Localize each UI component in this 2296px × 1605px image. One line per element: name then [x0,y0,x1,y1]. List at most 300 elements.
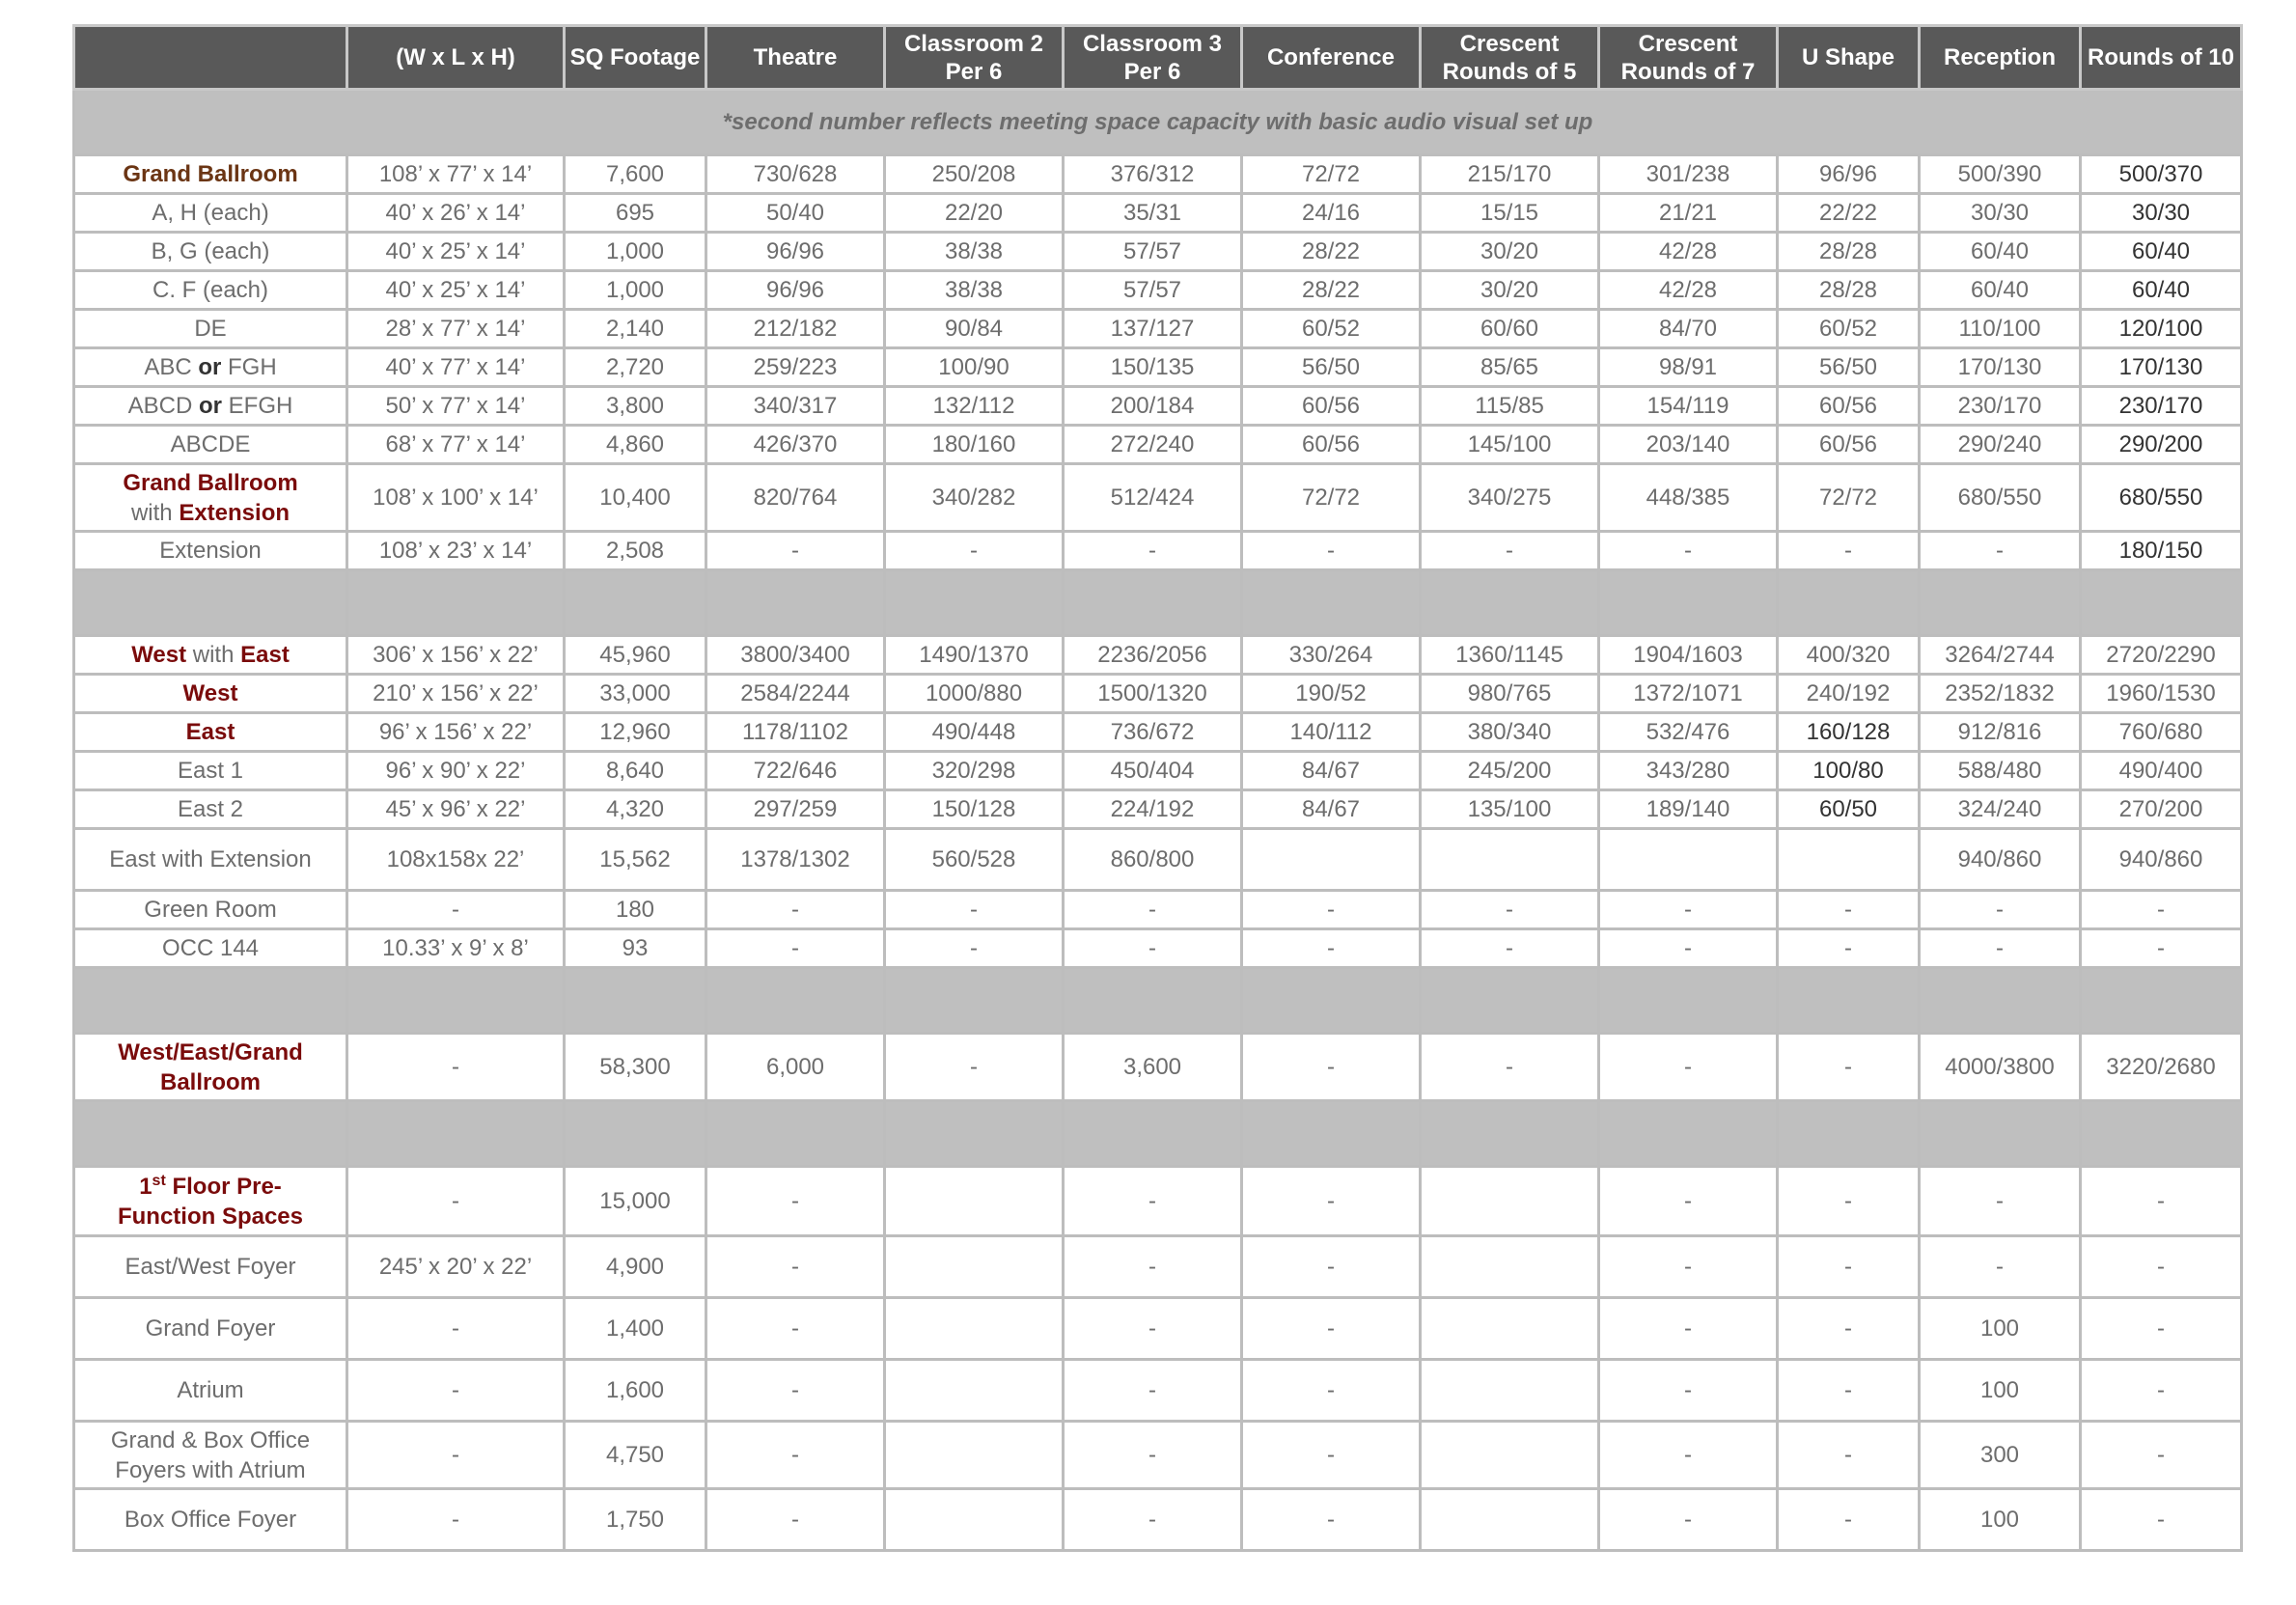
separator-cell [1064,570,1242,636]
cell-class3: - [1064,1298,1242,1360]
cell-sqft: 93 [565,929,706,968]
cell-cres5 [1421,1489,1599,1551]
room-name-part: East with Extension [109,846,312,872]
note-text: *second number reflects meeting space capacity with basic audio visual set up [74,90,2242,155]
cell-reception: - [1920,1167,2081,1236]
room-name-part: Floor Pre- [165,1173,282,1200]
cell-dims: - [347,1034,565,1101]
cell-dims: 40’ x 77’ x 14’ [347,348,565,387]
cell-conference: 72/72 [1242,464,1421,532]
cell-class3: 57/57 [1064,233,1242,271]
cell-conference: 60/52 [1242,310,1421,348]
cell-reception: 300 [1920,1422,2081,1489]
cell-rounds10: 230/170 [2081,387,2242,426]
table-body [74,90,2242,1551]
room-name-part: Box Office Foyer [124,1507,297,1533]
cell-rounds10: 170/130 [2081,348,2242,387]
cell-ushape: 22/22 [1778,194,1920,233]
table-row [74,464,2242,532]
cell-dims: 96’ x 156’ x 22’ [347,713,565,752]
room-name-part: C. F (each) [152,277,269,303]
cell-ushape: 56/50 [1778,348,1920,387]
room-name-part: West [131,642,187,668]
separator-cell [74,570,347,636]
room-name-part: or [199,393,222,419]
cell-rounds10: - [2081,1236,2242,1298]
room-name-part: East 2 [177,796,244,822]
cell-theatre: - [706,1360,885,1422]
room-name-part: Extension [159,538,262,564]
cell-theatre: 2584/2244 [706,675,885,713]
cell-theatre: 96/96 [706,271,885,310]
cell-dims: - [347,1489,565,1551]
cell-class2: 1490/1370 [885,636,1064,675]
separator-cell [885,1101,1064,1167]
cell-class3: 1500/1320 [1064,675,1242,713]
cell-dims: 50’ x 77’ x 14’ [347,387,565,426]
cell-ushape: 60/52 [1778,310,1920,348]
cell-ushape: - [1778,891,1920,929]
cell-cres7: - [1599,891,1778,929]
cell-ushape: 96/96 [1778,155,1920,194]
cell-sqft: 3,800 [565,387,706,426]
cell-sqft: 2,508 [565,532,706,570]
cell-sqft: 1,400 [565,1298,706,1360]
cell-ushape [1778,829,1920,891]
cell-reception: 4000/3800 [1920,1034,2081,1101]
separator-cell [706,968,885,1034]
note-row [74,90,2242,155]
room-name-part: ABC [144,354,199,380]
room-name [74,1236,347,1298]
table-row [74,829,2242,891]
cell-ushape: - [1778,929,1920,968]
cell-ushape: 100/80 [1778,752,1920,790]
cell-rounds10: 760/680 [2081,713,2242,752]
cell-conference: - [1242,1167,1421,1236]
cell-cres5: - [1421,891,1599,929]
cell-dims: - [347,1360,565,1422]
cell-reception: 100 [1920,1360,2081,1422]
room-name-part: FGH [221,354,277,380]
cell-class3: - [1064,532,1242,570]
cell-sqft: 15,000 [565,1167,706,1236]
cell-class3: 57/57 [1064,271,1242,310]
cell-rounds10: 1960/1530 [2081,675,2242,713]
cell-class3: 2236/2056 [1064,636,1242,675]
cell-reception: - [1920,1236,2081,1298]
cell-cres7: 1372/1071 [1599,675,1778,713]
separator-row [74,570,2242,636]
table-row [74,752,2242,790]
separator-cell [347,570,565,636]
cell-cres7: 84/70 [1599,310,1778,348]
cell-ushape: 60/50 [1778,790,1920,829]
cell-cres7: - [1599,1360,1778,1422]
cell-reception: - [1920,532,2081,570]
room-name [74,271,347,310]
cell-theatre: 426/370 [706,426,885,464]
cell-sqft: 15,562 [565,829,706,891]
separator-cell [1242,570,1421,636]
cell-reception: 100 [1920,1489,2081,1551]
table-row [74,891,2242,929]
cell-rounds10: 60/40 [2081,233,2242,271]
table-row [74,1489,2242,1551]
column-header-class2: Classroom 2 Per 6 [885,26,1064,90]
room-name [74,464,347,532]
cell-ushape: 60/56 [1778,426,1920,464]
cell-class2: 180/160 [885,426,1064,464]
cell-rounds10: 120/100 [2081,310,2242,348]
cell-theatre: 1178/1102 [706,713,885,752]
separator-cell [1242,1101,1421,1167]
cell-reception: - [1920,891,2081,929]
separator-row [74,1101,2242,1167]
cell-rounds10: 270/200 [2081,790,2242,829]
cell-reception: 2352/1832 [1920,675,2081,713]
cell-class2: 38/38 [885,271,1064,310]
cell-class3: - [1064,1422,1242,1489]
column-header-conference: Conference [1242,26,1421,90]
table-row [74,194,2242,233]
room-name-part: Function Spaces [117,1203,304,1230]
table-row [74,675,2242,713]
separator-cell [1242,968,1421,1034]
cell-rounds10: 500/370 [2081,155,2242,194]
column-header-ushape: U Shape [1778,26,1920,90]
cell-class3: - [1064,891,1242,929]
cell-dims: 45’ x 96’ x 22’ [347,790,565,829]
capacity-table [72,24,2243,1552]
room-name [74,532,347,570]
room-name [74,194,347,233]
cell-conference: 84/67 [1242,790,1421,829]
cell-cres5: 145/100 [1421,426,1599,464]
column-header-class3: Classroom 3 Per 6 [1064,26,1242,90]
cell-conference: 60/56 [1242,426,1421,464]
cell-reception: 500/390 [1920,155,2081,194]
room-name [74,155,347,194]
cell-cres5: 85/65 [1421,348,1599,387]
cell-class2: - [885,891,1064,929]
cell-ushape: 28/28 [1778,271,1920,310]
cell-conference: - [1242,1489,1421,1551]
cell-class3: 376/312 [1064,155,1242,194]
table-header [74,26,2242,90]
cell-dims: 40’ x 25’ x 14’ [347,233,565,271]
room-name-part: B, G (each) [151,238,270,264]
table-row [74,713,2242,752]
room-name-part: st [152,1172,166,1189]
room-name-part: ABCDE [170,431,251,457]
cell-class2: - [885,1034,1064,1101]
cell-sqft: 1,750 [565,1489,706,1551]
cell-conference: 190/52 [1242,675,1421,713]
separator-cell [1599,1101,1778,1167]
cell-cres5: 60/60 [1421,310,1599,348]
room-name [74,426,347,464]
column-header-theatre: Theatre [706,26,885,90]
cell-class3: 736/672 [1064,713,1242,752]
cell-dims: 108’ x 100’ x 14’ [347,464,565,532]
table-row [74,310,2242,348]
cell-cres7: 532/476 [1599,713,1778,752]
cell-sqft: 695 [565,194,706,233]
room-name-part: East/West Foyer [124,1254,296,1280]
cell-rounds10: - [2081,1422,2242,1489]
cell-theatre: - [706,929,885,968]
room-name-part: EFGH [222,393,293,419]
cell-reception: 3264/2744 [1920,636,2081,675]
cell-theatre: 297/259 [706,790,885,829]
table-row [74,233,2242,271]
table-row [74,1034,2242,1101]
room-name [74,752,347,790]
separator-cell [1920,1101,2081,1167]
cell-ushape: 400/320 [1778,636,1920,675]
cell-rounds10: - [2081,891,2242,929]
cell-theatre: - [706,532,885,570]
cell-cres5: 380/340 [1421,713,1599,752]
room-name [74,1167,347,1236]
cell-class3: 224/192 [1064,790,1242,829]
cell-rounds10: 60/40 [2081,271,2242,310]
room-name [74,1422,347,1489]
cell-dims: 96’ x 90’ x 22’ [347,752,565,790]
cell-rounds10: - [2081,1298,2242,1360]
room-name-part: with [186,642,241,668]
cell-theatre: 722/646 [706,752,885,790]
cell-sqft: 1,600 [565,1360,706,1422]
separator-cell [2081,1101,2242,1167]
cell-cres5: 980/765 [1421,675,1599,713]
separator-cell [2081,968,2242,1034]
separator-cell [1421,570,1599,636]
cell-dims: 68’ x 77’ x 14’ [347,426,565,464]
cell-cres5 [1421,1422,1599,1489]
separator-row [74,968,2242,1034]
cell-class2 [885,1489,1064,1551]
table-row [74,1298,2242,1360]
cell-cres7: - [1599,1298,1778,1360]
room-name-part: Foyers with Atrium [115,1456,306,1483]
cell-class2: 490/448 [885,713,1064,752]
table-row [74,790,2242,829]
separator-cell [1064,968,1242,1034]
cell-cres5 [1421,1236,1599,1298]
cell-cres7: 21/21 [1599,194,1778,233]
room-name-part: Green Room [144,897,277,923]
cell-conference: - [1242,1034,1421,1101]
cell-conference: - [1242,891,1421,929]
cell-class2: - [885,929,1064,968]
cell-ushape: 60/56 [1778,387,1920,426]
cell-class2 [885,1422,1064,1489]
room-name-part: ABCD [127,393,199,419]
cell-reception: 30/30 [1920,194,2081,233]
cell-theatre: - [706,1422,885,1489]
cell-cres7: - [1599,929,1778,968]
cell-conference: 28/22 [1242,271,1421,310]
cell-cres7: - [1599,1034,1778,1101]
cell-conference: 330/264 [1242,636,1421,675]
cell-cres5 [1421,829,1599,891]
cell-theatre: 1378/1302 [706,829,885,891]
room-name-part: DE [194,316,227,342]
table-row [74,426,2242,464]
cell-class2: 250/208 [885,155,1064,194]
cell-conference: - [1242,1298,1421,1360]
cell-ushape: - [1778,1236,1920,1298]
cell-cres5: - [1421,532,1599,570]
cell-class2: 90/84 [885,310,1064,348]
room-name-part: Atrium [177,1377,244,1403]
cell-reception: 680/550 [1920,464,2081,532]
cell-cres7: - [1599,1489,1778,1551]
table-row [74,636,2242,675]
table-row [74,929,2242,968]
cell-rounds10: 2720/2290 [2081,636,2242,675]
separator-cell [706,570,885,636]
cell-reception: 60/40 [1920,233,2081,271]
cell-rounds10: 180/150 [2081,532,2242,570]
cell-reception: 324/240 [1920,790,2081,829]
cell-cres7: 448/385 [1599,464,1778,532]
cell-theatre: 340/317 [706,387,885,426]
cell-sqft: 180 [565,891,706,929]
table-row [74,155,2242,194]
cell-conference: - [1242,1236,1421,1298]
separator-cell [885,570,1064,636]
column-header-cres5: Crescent Rounds of 5 [1421,26,1599,90]
cell-dims: 108x158x 22’ [347,829,565,891]
cell-ushape: - [1778,1360,1920,1422]
table-row [74,348,2242,387]
cell-reception: 290/240 [1920,426,2081,464]
cell-reception: 170/130 [1920,348,2081,387]
cell-ushape: - [1778,1422,1920,1489]
cell-class2: 1000/880 [885,675,1064,713]
cell-rounds10: 490/400 [2081,752,2242,790]
cell-dims: 108’ x 77’ x 14’ [347,155,565,194]
separator-cell [706,1101,885,1167]
cell-reception: 912/816 [1920,713,2081,752]
table-row [74,387,2242,426]
cell-cres7: - [1599,1422,1778,1489]
column-header-dims: (W x L x H) [347,26,565,90]
cell-class2: 132/112 [885,387,1064,426]
cell-class3: 200/184 [1064,387,1242,426]
cell-cres7: 1904/1603 [1599,636,1778,675]
cell-reception: 60/40 [1920,271,2081,310]
table-row [74,532,2242,570]
room-name [74,829,347,891]
room-name-part: OCC 144 [161,935,260,961]
cell-conference: 28/22 [1242,233,1421,271]
room-name-part: East [240,642,290,668]
cell-cres7: 42/28 [1599,271,1778,310]
cell-class3: 860/800 [1064,829,1242,891]
table-row [74,1236,2242,1298]
cell-class2: 150/128 [885,790,1064,829]
cell-cres5: 115/85 [1421,387,1599,426]
room-name-part: West/East/Grand [118,1038,303,1065]
cell-conference: 24/16 [1242,194,1421,233]
column-header-cres7: Crescent Rounds of 7 [1599,26,1778,90]
cell-dims: 28’ x 77’ x 14’ [347,310,565,348]
cell-conference: 72/72 [1242,155,1421,194]
cell-class3: 150/135 [1064,348,1242,387]
separator-cell [1778,1101,1920,1167]
cell-cres5: 30/20 [1421,271,1599,310]
cell-reception: 100 [1920,1298,2081,1360]
cell-class3: 35/31 [1064,194,1242,233]
cell-theatre: 6,000 [706,1034,885,1101]
cell-cres5 [1421,1298,1599,1360]
cell-class3: - [1064,1236,1242,1298]
cell-ushape: - [1778,1034,1920,1101]
cell-rounds10: - [2081,1489,2242,1551]
cell-cres7: 154/119 [1599,387,1778,426]
cell-theatre: 50/40 [706,194,885,233]
cell-sqft: 45,960 [565,636,706,675]
column-header-reception: Reception [1920,26,2081,90]
cell-class3: 137/127 [1064,310,1242,348]
cell-rounds10: 680/550 [2081,464,2242,532]
header-row [74,26,2242,90]
cell-cres7: - [1599,532,1778,570]
cell-sqft: 10,400 [565,464,706,532]
room-name [74,1298,347,1360]
cell-dims: 108’ x 23’ x 14’ [347,532,565,570]
room-name-part: Extension [179,499,290,526]
room-name-part: 1 [139,1173,152,1200]
room-name-part: West [182,680,238,706]
cell-class3: 3,600 [1064,1034,1242,1101]
cell-rounds10: - [2081,929,2242,968]
cell-theatre: - [706,1489,885,1551]
cell-ushape: 28/28 [1778,233,1920,271]
cell-sqft: 2,720 [565,348,706,387]
table-row [74,1422,2242,1489]
cell-reception: 940/860 [1920,829,2081,891]
cell-class2: 320/298 [885,752,1064,790]
cell-theatre: - [706,891,885,929]
cell-rounds10: - [2081,1360,2242,1422]
cell-cres5: - [1421,1034,1599,1101]
separator-cell [74,968,347,1034]
cell-theatre: 730/628 [706,155,885,194]
room-name [74,713,347,752]
cell-ushape: 160/128 [1778,713,1920,752]
room-name-part: East [185,719,235,745]
cell-sqft: 4,900 [565,1236,706,1298]
cell-ushape: - [1778,532,1920,570]
cell-class2: 38/38 [885,233,1064,271]
separator-cell [565,968,706,1034]
room-name-part: Ballroom [159,1068,261,1095]
cell-cres7: 203/140 [1599,426,1778,464]
cell-sqft: 33,000 [565,675,706,713]
cell-cres5: - [1421,929,1599,968]
cell-ushape: - [1778,1489,1920,1551]
separator-cell [347,1101,565,1167]
cell-class3: 512/424 [1064,464,1242,532]
table-row [74,1360,2242,1422]
cell-cres7: - [1599,1236,1778,1298]
room-name-part: Grand & Box Office [110,1426,311,1453]
